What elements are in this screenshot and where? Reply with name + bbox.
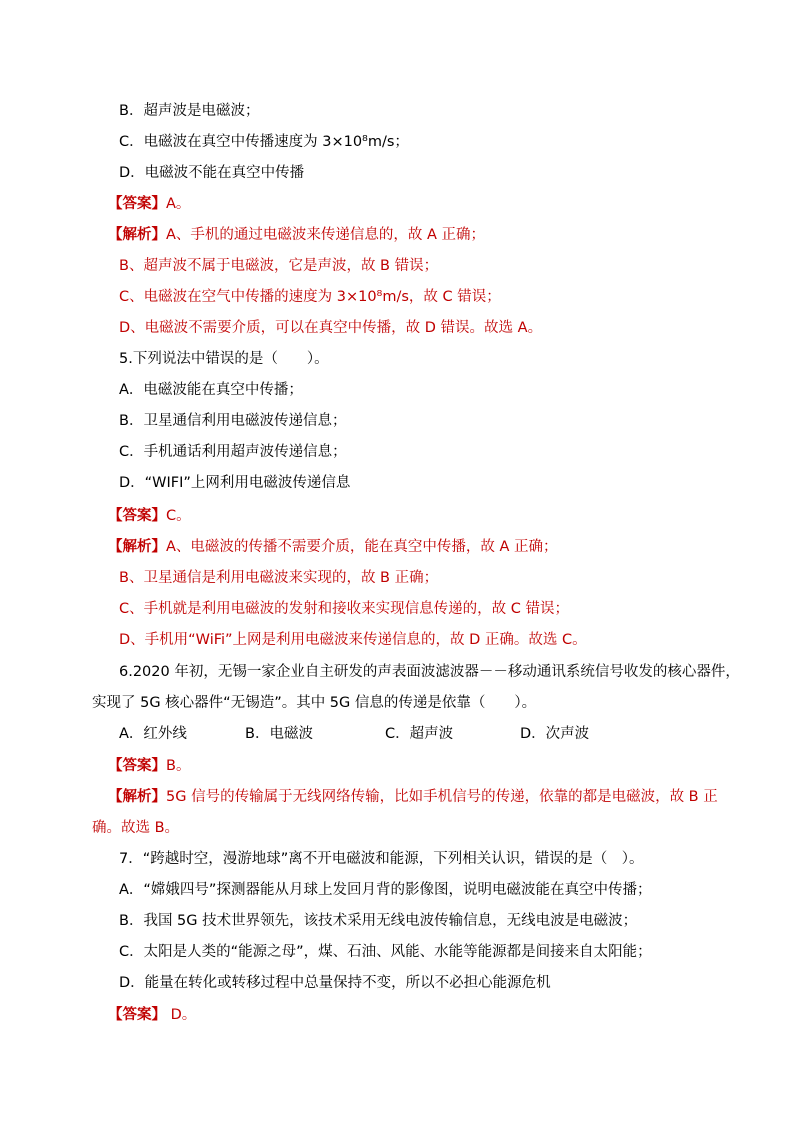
option-d: D．次声波 <box>520 726 590 742</box>
question-6-stem: 6.2020 年初，无锡一家企业自主研发的声表面波滤波器－－移动通讯系统信号收发的核心器件， <box>119 664 740 680</box>
answer-value: D。 <box>166 1007 197 1023</box>
answer-line <box>108 756 190 776</box>
analysis-tag: 【解析】 <box>108 539 166 555</box>
analysis-line: C、电磁波在空气中传播的速度为 3×10⁸m/s，故 C 错误； <box>119 289 501 305</box>
answer-value: B。 <box>166 758 191 774</box>
option-b: B．卫星通信利用电磁波传递信息； <box>119 413 347 429</box>
option-c: C．超声波 <box>385 726 454 742</box>
answer-line <box>108 506 191 526</box>
option-a: A．“嫦娥四号”探测器能从月球上发回月背的影像图，说明电磁波能在真空中传播； <box>119 882 652 898</box>
answer-line <box>108 194 190 214</box>
answer-tag: 【答案】 <box>108 1007 166 1023</box>
analysis-line: B、卫星通信是利用电磁波来实现的，故 B 正确； <box>119 570 439 586</box>
option-a: A．电磁波能在真空中传播； <box>119 382 303 398</box>
option-d: D．电磁波不能在真空中传播 <box>119 165 305 181</box>
answer-tag: 【答案】 <box>108 508 166 524</box>
analysis-line: D、电磁波不需要介质，可以在真空中传播，故 D 错误。故选 A。 <box>119 320 543 336</box>
option-c: C．太阳是人类的“能源之母”，煤、石油、风能、水能等能源都是间接来自太阳能； <box>119 944 652 960</box>
answer-tag: 【答案】 <box>108 758 166 774</box>
analysis-text: 5G 信号的传输属于无线网络传输，比如手机信号的传递，依靠的都是电磁波，故 B 正 <box>166 789 718 805</box>
option-b: B．我国 5G 技术世界领先，该技术采用无线电波传输信息，无线电波是电磁波； <box>119 913 638 929</box>
analysis-line <box>108 537 558 557</box>
answer-value: A。 <box>166 196 191 212</box>
answer-value: C。 <box>166 508 191 524</box>
option-d: D．能量在转化或转移过程中总量保持不变，所以不必担心能源危机 <box>119 975 551 991</box>
analysis-line: D、手机用“WiFi”上网是利用电磁波来传递信息的，故 D 正确。故选 C。 <box>119 632 587 648</box>
analysis-tag: 【解析】 <box>108 789 166 805</box>
analysis-text: A、手机的通过电磁波来传递信息的，故 A 正确； <box>166 227 486 243</box>
question-5-stem: 5.下列说法中错误的是（ ）。 <box>119 351 329 367</box>
analysis-line: 确。故选 B。 <box>92 820 180 836</box>
answer-line <box>108 1005 196 1025</box>
option-b: B．电磁波 <box>245 726 313 742</box>
analysis-text: A、电磁波的传播不需要介质，能在真空中传播，故 A 正确； <box>166 539 558 555</box>
question-7-stem: 7．“跨越时空，漫游地球”离不开电磁波和能源，下列相关认识，错误的是（ ）。 <box>119 851 644 867</box>
option-d: D．“WIFI”上网利用电磁波传递信息 <box>119 475 351 491</box>
option-b: B．超声波是电磁波； <box>119 103 260 119</box>
analysis-line: C、手机就是利用电磁波的发射和接收来实现信息传递的，故 C 错误； <box>119 601 569 617</box>
option-c: C．手机通话利用超声波传递信息； <box>119 444 347 460</box>
analysis-line <box>108 225 485 245</box>
option-a: A．红外线 <box>119 726 187 742</box>
options-row <box>119 724 589 744</box>
analysis-line <box>108 787 718 807</box>
question-6-stem-cont: 实现了 5G 核心器件“无锡造”。其中 5G 信息的传递是依靠（ ）。 <box>92 695 537 711</box>
analysis-tag: 【解析】 <box>108 227 166 243</box>
answer-tag: 【答案】 <box>108 196 166 212</box>
analysis-line: B、超声波不属于电磁波，它是声波，故 B 错误； <box>119 258 439 274</box>
option-c: C．电磁波在真空中传播速度为 3×10⁸m/s； <box>119 134 409 150</box>
